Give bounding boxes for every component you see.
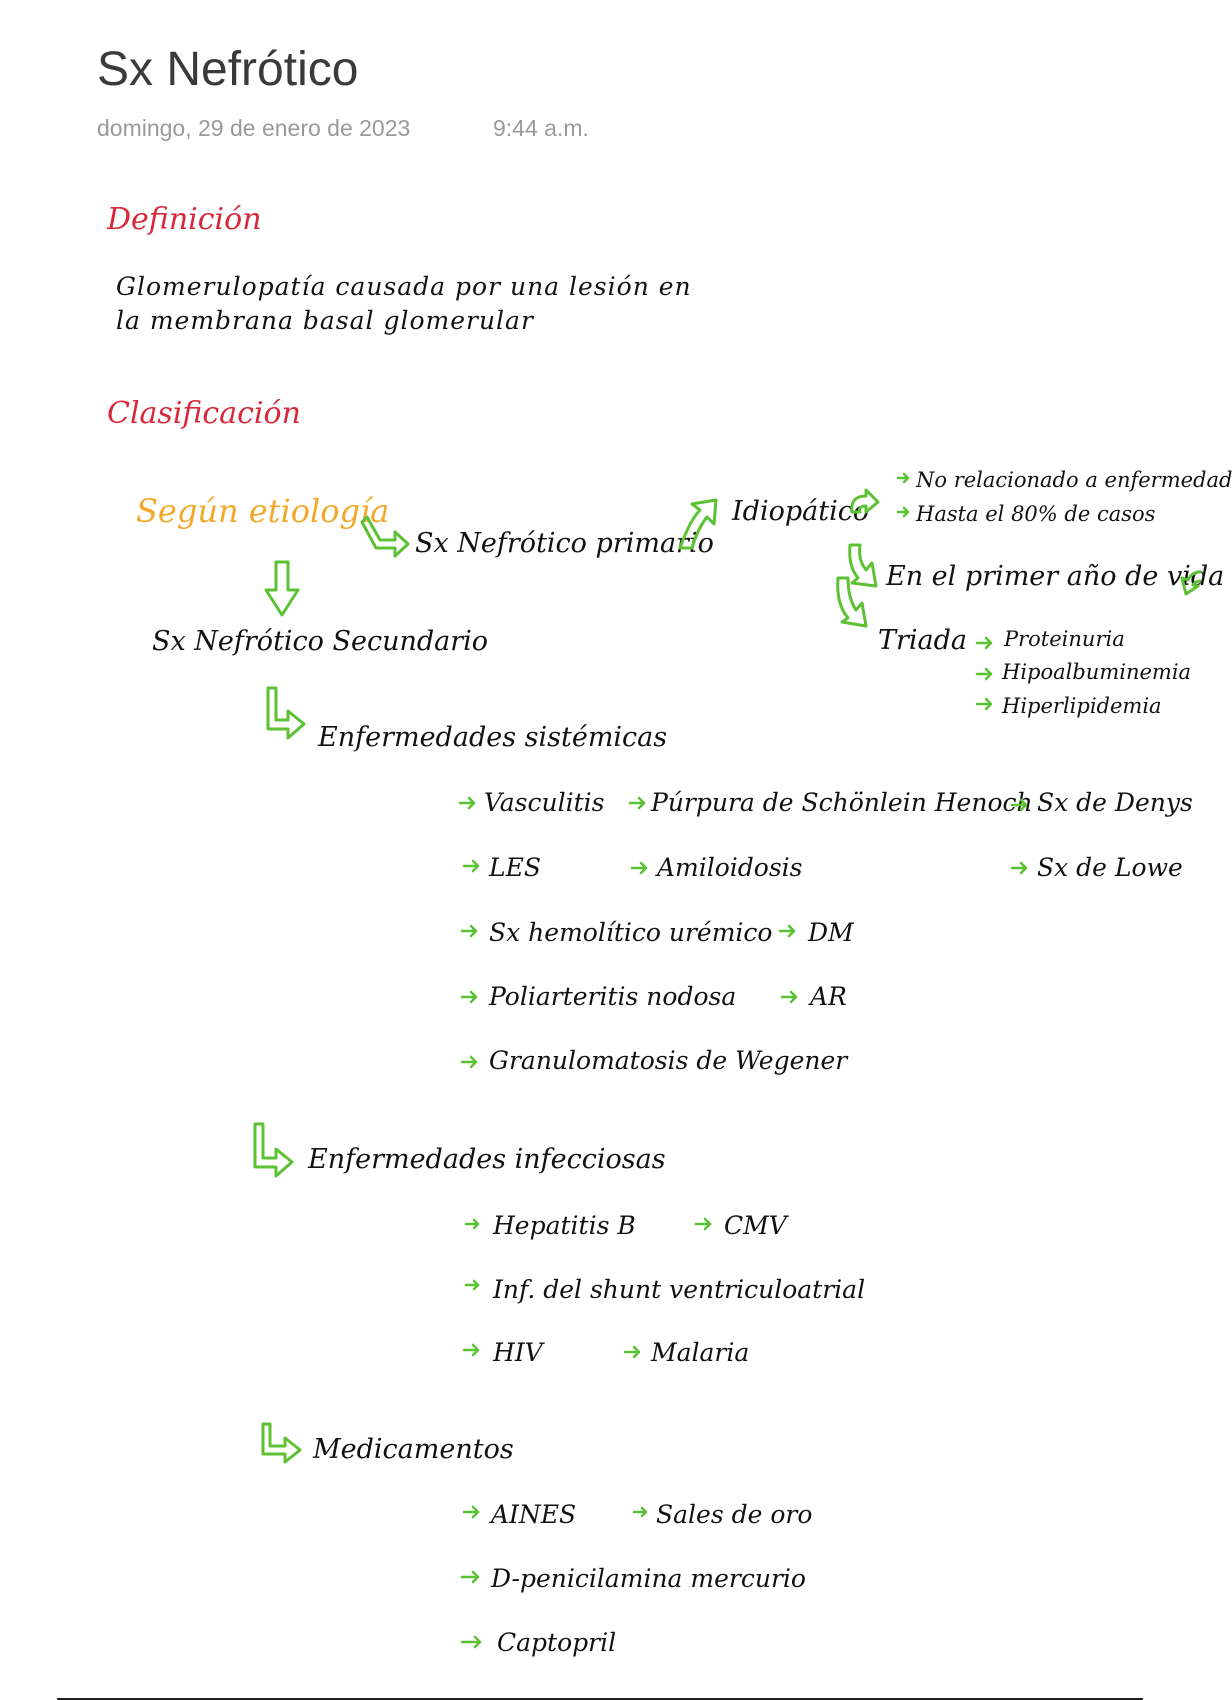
infecciosas-item-hiv: HIV <box>493 1338 543 1367</box>
infecciosas-item-malaria: Malaria <box>651 1338 750 1367</box>
sistemicas-item-purpura: Púrpura de Schönlein Henoch <box>651 788 1033 817</box>
sistemicas-item-lowe: Sx de Lowe <box>1037 853 1183 882</box>
bent-arrow-icon-2 <box>268 688 304 738</box>
sistemicas-item-poliarteritis: Poliarteritis nodosa <box>489 982 737 1011</box>
triada-item-1: Proteinuria <box>1004 627 1125 651</box>
note-time: 9:44 a.m. <box>493 115 589 141</box>
triada-label: Triada <box>878 625 968 656</box>
page-title: Sx Nefrótico <box>97 43 359 96</box>
bent-arrow-icon-3 <box>255 1124 292 1176</box>
infecciosas-item-shunt: Inf. del shunt ventriculoatrial <box>493 1275 866 1304</box>
bent-arrow-icon-4 <box>263 1424 300 1462</box>
secundario-label: Sx Nefrótico Secundario <box>152 626 489 657</box>
medicamentos-heading: Medicamentos <box>313 1434 514 1465</box>
sistemicas-item-amiloidosis: Amiloidosis <box>657 853 803 882</box>
sistemicas-item-vasculitis: Vasculitis <box>484 788 605 817</box>
infecciosas-item-cmv: CMV <box>724 1211 787 1240</box>
medicamentos-item-captopril: Captopril <box>497 1628 617 1657</box>
primer-ano-label: En el primer año de vida <box>886 561 1225 592</box>
clasificacion-heading: Clasificación <box>107 396 301 431</box>
sistemicas-item-wegener: Granulomatosis de Wegener <box>489 1046 848 1075</box>
sistemicas-item-denys: Sx de Denys <box>1037 788 1193 817</box>
infecciosas-heading: Enfermedades infecciosas <box>308 1144 666 1175</box>
idio-note-1: No relacionado a enfermedad <box>916 468 1232 492</box>
sistemicas-heading: Enfermedades sistémicas <box>318 722 668 753</box>
medicamentos-item-sales-oro: Sales de oro <box>656 1500 813 1529</box>
curved-down-arrow-icon <box>850 545 876 586</box>
triada-item-3: Hiperlipidemia <box>1002 694 1162 718</box>
curved-down-arrow-icon-2 <box>838 578 866 626</box>
infecciosas-item-hepatitis-b: Hepatitis B <box>493 1211 636 1240</box>
note-date: domingo, 29 de enero de 2023 <box>97 115 411 141</box>
idio-note-2: Hasta el 80% de casos <box>916 502 1156 526</box>
medicamentos-item-d-penicilamina: D-penicilamina mercurio <box>491 1564 806 1593</box>
sistemicas-item-shu: Sx hemolítico urémico <box>489 918 773 947</box>
sistemicas-item-dm: DM <box>808 918 854 947</box>
triada-item-2: Hipoalbuminemia <box>1002 660 1192 684</box>
sistemicas-item-les: LES <box>489 853 541 882</box>
primario-label: Sx Nefrótico primario <box>415 528 714 559</box>
idiopatico-label: Idiopático <box>732 496 870 527</box>
medicamentos-item-aines: AINES <box>491 1500 577 1529</box>
definicion-heading: Definición <box>107 202 262 237</box>
sistemicas-item-ar: AR <box>810 982 847 1011</box>
down-arrow-icon <box>266 562 298 615</box>
definicion-line-2: la membrana basal glomerular <box>116 306 534 335</box>
definicion-line-1: Glomerulopatía causada por una lesión en <box>116 272 692 301</box>
etiologia-label: Según etiología <box>136 492 390 530</box>
